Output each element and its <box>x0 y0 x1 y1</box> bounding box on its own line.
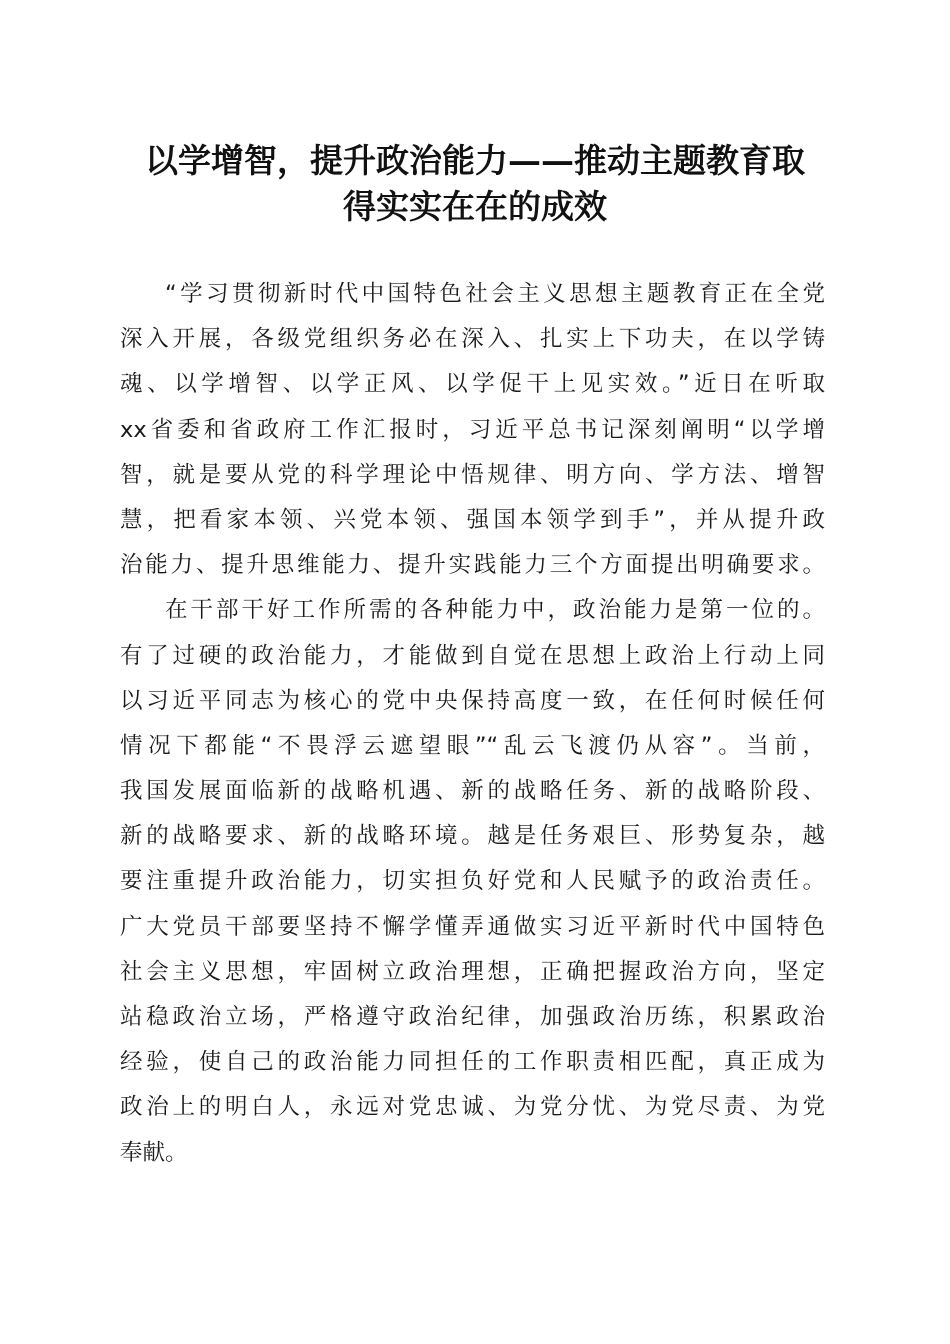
text-line: 魂、以学增智、以学正风、以学促干上见实效。”近日在听取 <box>120 371 825 398</box>
text-line: “学习贯彻新时代中国特色社会主义思想主题教育正在全党 <box>165 281 825 307</box>
text-line: 智，就是要从党的科学理论中悟规律、明方向、学方法、增智 <box>120 461 825 488</box>
text-line: 社会主义思想，牢固树立政治理想，正确把握政治方向，坚定 <box>120 958 825 985</box>
text-line: 站稳政治立场，严格遵守政治纪律，加强政治历练，积累政治 <box>120 1004 825 1030</box>
text-line: xx省委和省政府工作汇报时，习近平总书记深刻阐明“以学增 <box>120 416 825 443</box>
text-line: 有了过硬的政治能力，才能做到自觉在思想上政治上行动上同 <box>120 642 825 669</box>
text-line: 以习近平同志为核心的党中央保持高度一致，在任何时候任何 <box>120 687 825 714</box>
title-line: 得实实在在的成效 <box>343 187 607 226</box>
text-line: 我国发展面临新的战略机遇、新的战略任务、新的战略阶段、 <box>120 778 825 805</box>
text-line: 在干部干好工作所需的各种能力中，政治能力是第一位的。 <box>165 597 825 624</box>
text-line: 慧，把看家本领、兴党本领、强国本领学到手”，并从提升政 <box>120 506 825 533</box>
paragraph-2 <box>120 588 825 1175</box>
text-line: 情况下都能“不畏浮云遮望眼”“乱云飞渡仍从容”。当前， <box>120 732 825 759</box>
text-line: 政治上的明白人，永远对党忠诚、为党分忧、为党尽责、为党 <box>120 1094 825 1121</box>
text-line: 治能力、提升思维能力、提升实践能力三个方面提出明确要求。 <box>120 552 825 579</box>
text-line: 新的战略要求、新的战略环境。越是任务艰巨、形势复杂，越 <box>120 823 825 850</box>
text-line: 广大党员干部要坚持不懈学懂弄通做实习近平新时代中国特色 <box>120 913 825 940</box>
text-line: 深入开展，各级党组织务必在深入、扎实上下功夫，在以学铸 <box>120 326 825 353</box>
paragraph-1 <box>120 272 825 588</box>
text-line: 奉献。 <box>120 1139 188 1166</box>
title-line: 以学增智，提升政治能力——推动主题教育取 <box>145 141 805 180</box>
text-line: 经验，使自己的政治能力同担任的工作职责相匹配，真正成为 <box>120 1049 825 1076</box>
document-body <box>120 272 825 1176</box>
document-title <box>110 138 840 230</box>
text-line: 要注重提升政治能力，切实担负好党和人民赋予的政治责任。 <box>120 868 825 895</box>
